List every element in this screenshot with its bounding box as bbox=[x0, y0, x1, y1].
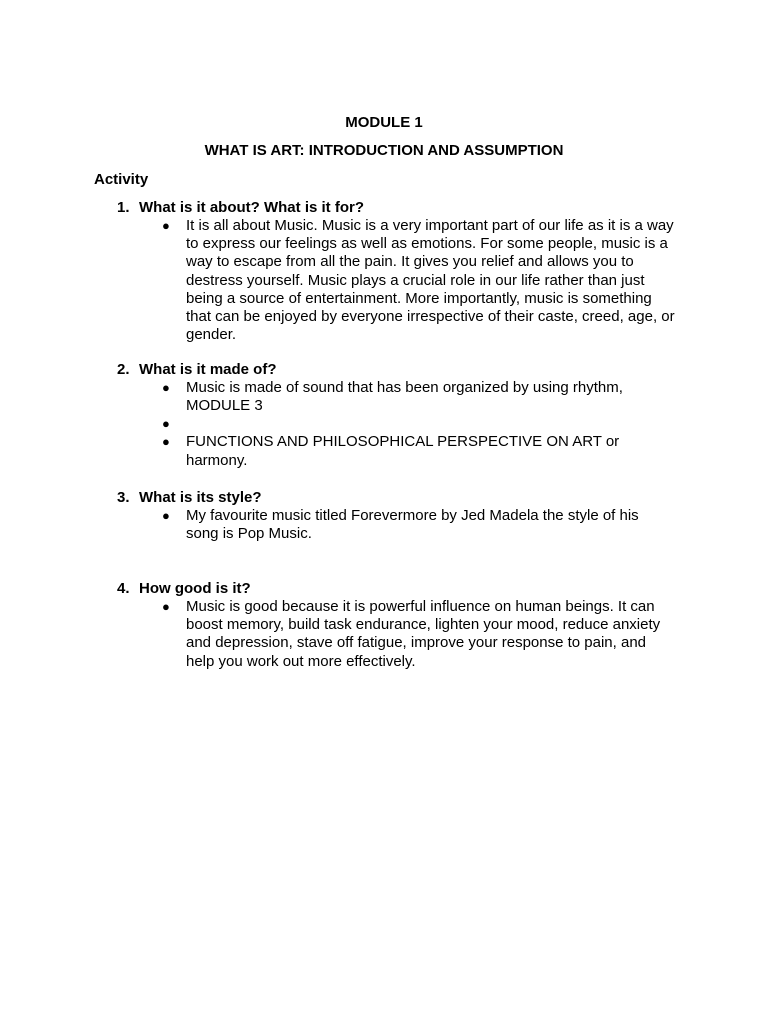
question-heading bbox=[117, 489, 677, 507]
document-subtitle: WHAT IS ART: INTRODUCTION AND ASSUMPTION bbox=[204, 142, 564, 159]
answer-list bbox=[117, 598, 677, 671]
bullet-icon: ● bbox=[162, 434, 170, 450]
answer-list bbox=[117, 217, 677, 344]
question-heading bbox=[117, 199, 677, 217]
bullet-icon: ● bbox=[162, 380, 170, 395]
bullet-icon: ● bbox=[162, 416, 170, 432]
bullet-icon: ● bbox=[162, 218, 170, 233]
question-text: What is it about? What is it for? bbox=[139, 199, 364, 216]
question-number: 3. bbox=[117, 489, 130, 506]
question-3 bbox=[117, 489, 677, 543]
question-text: What is it made of? bbox=[139, 361, 277, 378]
question-1 bbox=[117, 199, 677, 344]
list-item bbox=[117, 217, 676, 344]
question-text: What is its style? bbox=[139, 489, 262, 506]
question-text: How good is it? bbox=[139, 580, 251, 597]
list-item bbox=[117, 598, 676, 671]
question-4 bbox=[117, 580, 677, 671]
section-label: Activity bbox=[94, 171, 149, 188]
list-item bbox=[117, 433, 656, 469]
answer-list bbox=[117, 507, 677, 543]
list-item bbox=[117, 415, 677, 433]
bullet-icon: ● bbox=[162, 508, 170, 523]
bullet-icon: ● bbox=[162, 599, 170, 614]
list-item bbox=[117, 507, 656, 543]
answer-text: Music is good because it is powerful influence on human beings. It can boost memory, build task endurance, lighten your mood, reduce anxiety and depression, stave off fatigue, improve your response to pain, and help you work out more effectively. bbox=[186, 598, 661, 670]
question-number: 4. bbox=[117, 580, 130, 597]
question-heading bbox=[117, 580, 677, 598]
answer-text: It is all about Music. Music is a very important part of our life as it is a way to express our feelings as well as emotions. For some people, music is a way to escape from all the pain. It gives you relief and allows you to destress yourself. Music plays a crucial role in our life rather than just being a source of entertainment. More importantly, music is something that can be enjoyed by everyone irrespective of their caste, creed, age, or gender. bbox=[186, 217, 675, 344]
question-heading bbox=[117, 361, 677, 379]
answer-text: Music is made of sound that has been organized by using rhythm, MODULE 3 bbox=[186, 379, 623, 415]
question-number: 1. bbox=[117, 199, 130, 216]
list-item bbox=[117, 379, 656, 415]
module-title: MODULE 1 bbox=[345, 114, 423, 131]
answer-text: FUNCTIONS AND PHILOSOPHICAL PERSPECTIVE ON ART or harmony. bbox=[186, 433, 620, 469]
answer-list bbox=[117, 379, 677, 470]
question-number: 2. bbox=[117, 361, 130, 378]
answer-text: My favourite music titled Forevermore by Jed Madela the style of his song is Pop Music. bbox=[186, 507, 639, 543]
question-2 bbox=[117, 361, 677, 470]
